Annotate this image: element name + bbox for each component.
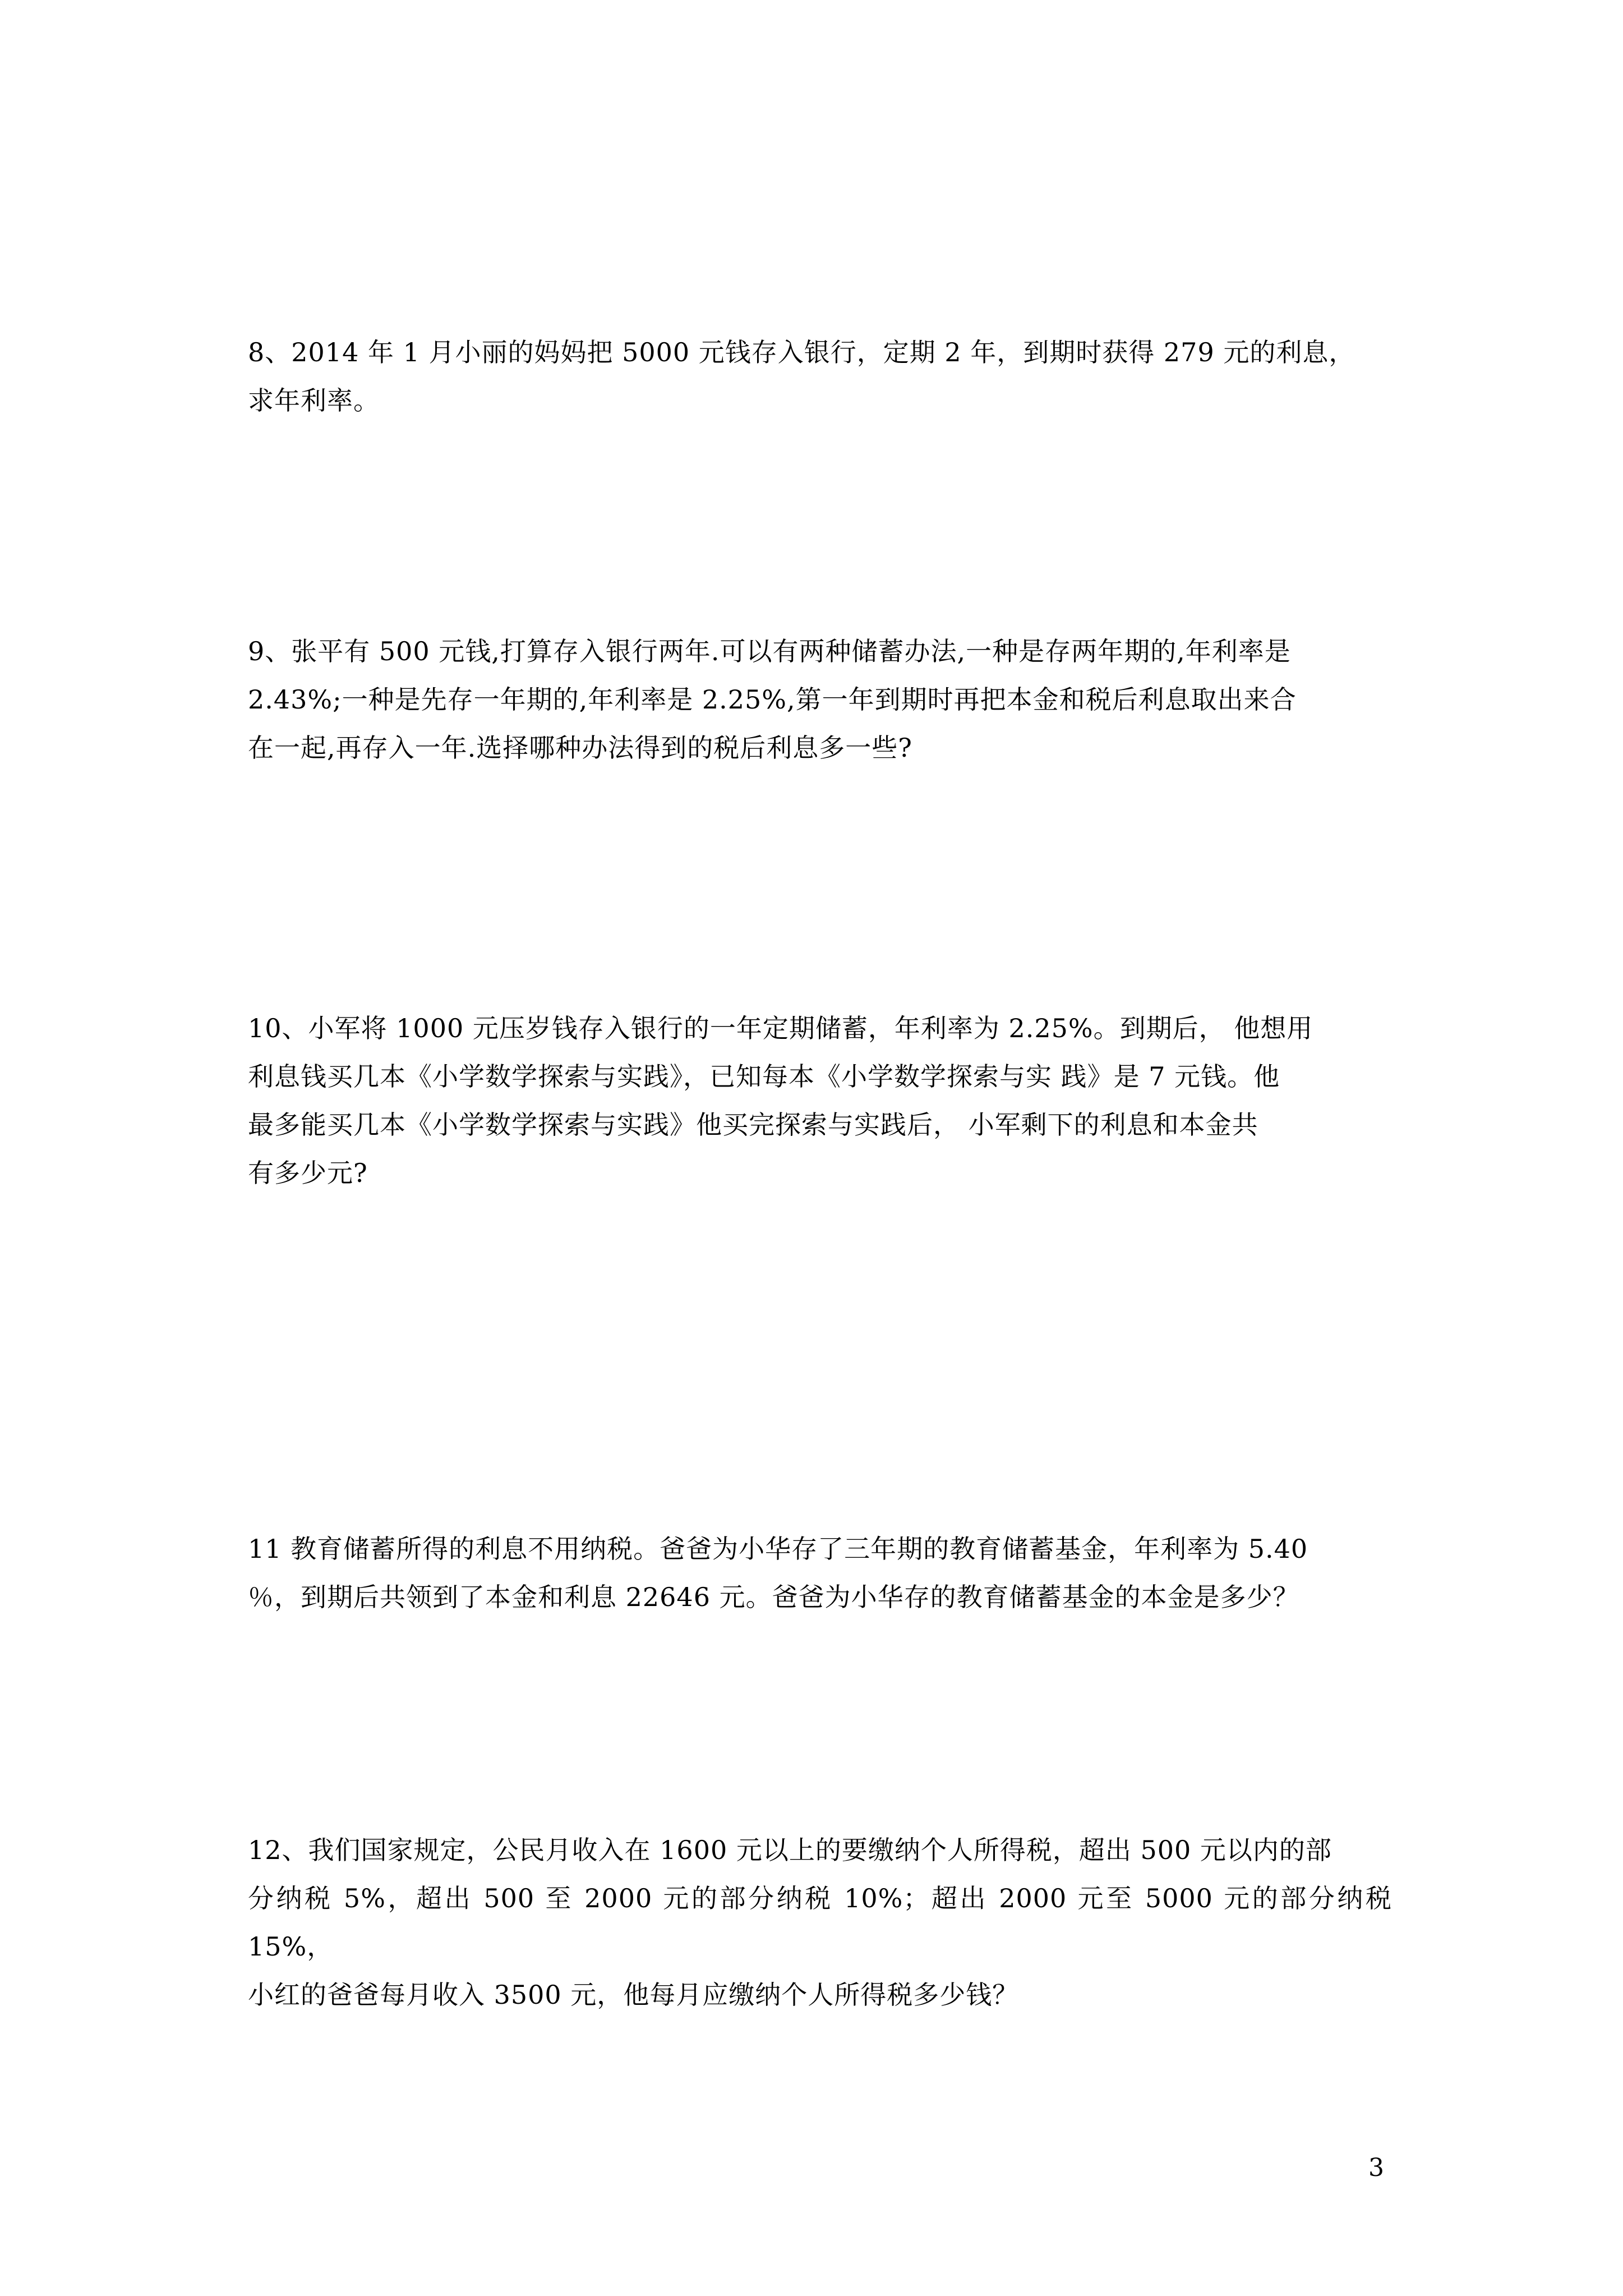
problem-8-line-2: 求年利率。 [248, 385, 380, 416]
problem-12-line-1: 12、我们国家规定，公民月收入在 1600 元以上的要缴纳个人所得税，超出 500 元以内的部 [248, 1835, 1332, 1865]
problem-8-line-1: 8、2014 年 1 月小丽的妈妈把 5000 元钱存入银行，定期 2 年，到期时获得 279 元的利息， [248, 337, 1355, 367]
problem-9-line-3: 在一起,再存入一年.选择哪种办法得到的税后利息多一些? [248, 733, 912, 763]
problem-12 [248, 1826, 1392, 2019]
problem-9-line-1: 9、张平有 500 元钱,打算存入银行两年.可以有两种储蓄办法,一种是存两年期的,年利率是 [248, 636, 1291, 666]
page-number: 3 [1368, 2154, 1384, 2182]
problem-12-line-3: 小红的爸爸每月收入 3500 元，他每月应缴纳个人所得税多少钱？ [248, 1980, 1019, 2010]
problem-11 [248, 1525, 1392, 1621]
problem-11-line-2: ％，到期后共领到了本金和利息 22646 元。爸爸为小华存的教育储蓄基金的本金是多少？ [248, 1582, 1299, 1612]
problem-9 [248, 627, 1392, 772]
problem-10-line-3: 最多能买几本《小学数学探索与实践》他买完探索与实践后， 小军剩下的利息和本金共 [248, 1110, 1258, 1140]
problem-10-line-1: 10、小军将 1000 元压岁钱存入银行的一年定期储蓄，年利率为 2.25%。到期后， 他想用 [248, 1013, 1313, 1043]
problem-8 [248, 328, 1392, 425]
problem-10-line-4: 有多少元? [248, 1158, 368, 1188]
problem-12-line-2: 分纳税 5%，超出 500 至 2000 元的部分纳税 10%；超出 2000 元至 5000 元的部分纳税 15%， [248, 1883, 1392, 1962]
problem-11-line-1: 11 教育储蓄所得的利息不用纳税。爸爸为小华存了三年期的教育储蓄基金，年利率为 5.40 [248, 1534, 1308, 1564]
problem-9-line-2: 2.43%;一种是先存一年期的,年利率是 2.25%,第一年到期时再把本金和税后利息取出来合 [248, 684, 1297, 715]
problem-10-line-2: 利息钱买几本《小学数学探索与实践》，已知每本《小学数学探索与实 践》是 7 元钱。他 [248, 1061, 1280, 1092]
problem-10 [248, 1004, 1392, 1197]
